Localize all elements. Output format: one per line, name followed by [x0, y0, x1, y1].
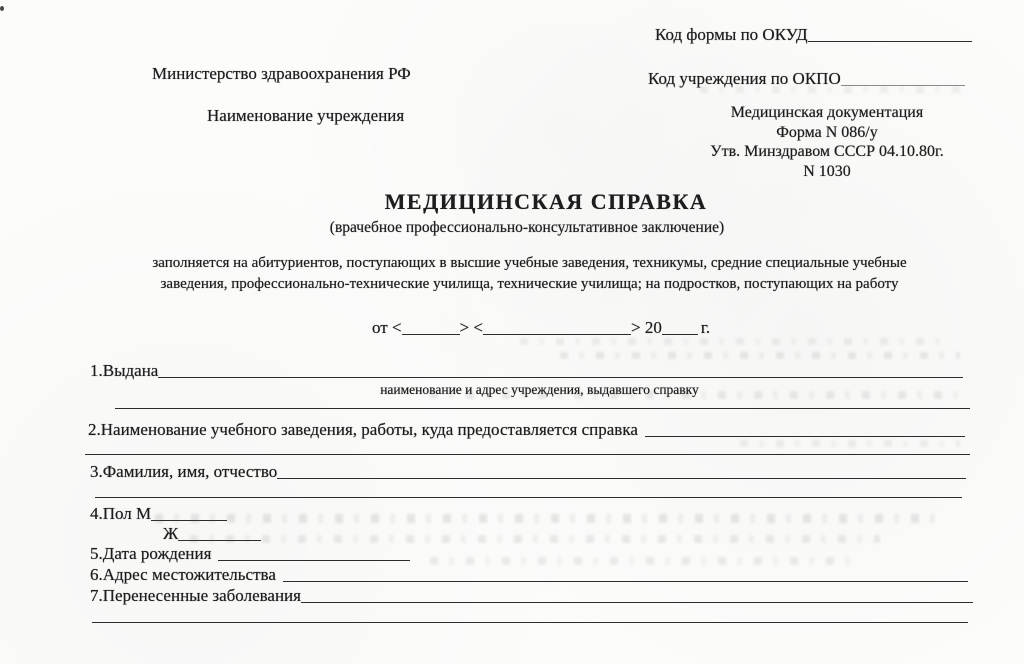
field-destination-row — [88, 419, 965, 440]
field-sex-female-label: Ж — [163, 524, 179, 543]
date-prefix: от < — [372, 318, 402, 337]
form-subtitle: (врачебное профессионально-консультативное заключение) — [329, 219, 725, 236]
form-title-wrap — [100, 189, 992, 215]
date-row — [372, 314, 710, 338]
doc-info-block — [670, 103, 984, 181]
bottom-blank-line — [92, 622, 968, 623]
scan-artifact — [520, 338, 950, 345]
field-fullname-blank-line — [277, 478, 966, 479]
date-separator: > < — [459, 318, 483, 337]
scan-artifact — [155, 514, 935, 523]
doc-info-line: Медицинская документация — [730, 104, 924, 121]
date-year-prefix: > 20 — [630, 318, 662, 337]
doc-info-line: Утв. Минздравом СССР 04.10.80г. — [710, 143, 944, 160]
field-issued-caption: наименование и адрес учреждения, выдавшего справку — [380, 382, 699, 397]
form-description-line: заполняется на абитуриентов, поступающих в высшие учебные заведения, техникумы, средние специальные учебные — [152, 255, 907, 271]
scan-artifact — [430, 391, 960, 399]
field-issued-blank-line — [158, 377, 963, 378]
date-month-blank-line — [483, 334, 631, 335]
ministry-label: Министерство здравоохранения РФ — [152, 64, 411, 83]
field-birthdate-row — [90, 543, 410, 564]
okpo-label: Код учреждения по ОКПО — [648, 69, 841, 88]
field-birthdate-label: 5.Дата рождения — [90, 544, 212, 563]
form-title: МЕДИЦИНСКАЯ СПРАВКА — [384, 189, 708, 214]
scan-artifact — [190, 535, 880, 543]
okud-blank-line — [808, 41, 972, 42]
scan-artifact — [0, 6, 4, 11]
scan-artifact — [700, 86, 960, 93]
scan-artifact — [560, 352, 960, 359]
field-destination-extra-line — [85, 454, 970, 455]
field-diseases-row — [90, 585, 973, 606]
field-address-row — [90, 564, 968, 585]
date-year-suffix: г. — [700, 318, 711, 337]
date-year-blank-line — [662, 334, 698, 335]
field-fullname-extra-line — [95, 497, 962, 498]
field-issued-row — [90, 360, 963, 381]
field-issued-label: 1.Выдана — [90, 361, 159, 380]
scan-artifact — [430, 557, 860, 565]
field-diseases-label: 7.Перенесенные заболевания — [90, 586, 301, 605]
okud-label: Код формы по ОКУД — [655, 25, 808, 44]
doc-info-line: Форма N 086/у — [776, 123, 878, 141]
institution-name-label: Наименование учреждения — [207, 106, 405, 125]
field-fullname-row — [90, 461, 966, 482]
field-birthdate-blank-line — [218, 560, 410, 561]
form-description — [80, 253, 979, 295]
field-fullname-label: 3.Фамилия, имя, отчество — [90, 462, 278, 481]
field-address-label: 6.Адрес местожительства — [90, 565, 276, 584]
form-description-line: заведения, профессионально-технические училища, технические училища; на подростков, поступающих на работу — [160, 276, 899, 292]
field-destination-label: 2.Наименование учебного заведения, работы, куда предоставляется справка — [88, 420, 638, 439]
date-day-blank-line — [402, 334, 460, 335]
doc-info-line: N 1030 — [803, 162, 851, 180]
field-issued-extra-line — [115, 408, 970, 409]
scan-artifact — [740, 440, 960, 447]
field-diseases-blank-line — [301, 602, 973, 603]
field-address-blank-line — [283, 581, 968, 582]
okud-row — [655, 23, 972, 45]
field-sex-label: 4.Пол М — [90, 504, 152, 523]
field-destination-blank-line — [645, 436, 965, 437]
